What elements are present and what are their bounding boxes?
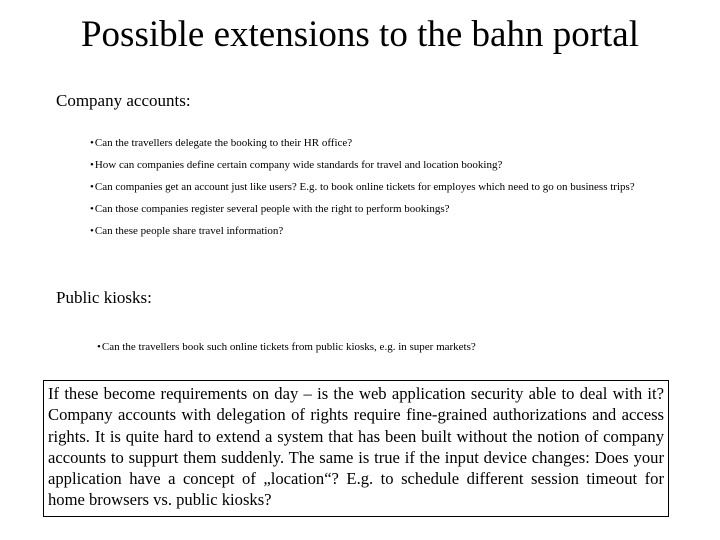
- list-item-text: Can those companies register several people with the right to perform bookings?: [94, 203, 450, 215]
- list-item-text: Can these people share travel information?: [94, 225, 284, 237]
- list-item: [90, 180, 650, 194]
- callout-box: [43, 380, 669, 517]
- list-item: [97, 340, 657, 354]
- slide-title: Possible extensions to the bahn portal: [80, 14, 640, 55]
- callout-text: If these become requirements on day – is the web application security able to deal with it? Company accounts with delegation of rights require fine-grained authorizations and access rights. It is quite hard to extend a system that has been built without the notion of company accounts to suppurt them suddenly. The same is true if the input device changes: Does your application have a concept of „location“? E.g. to schedule different session timeout for home browsers vs. public kiosks?: [48, 384, 664, 510]
- bullet-icon: •: [97, 341, 101, 353]
- list-item: [90, 202, 650, 216]
- bullet-icon: •: [90, 137, 94, 149]
- company-accounts-heading: Company accounts:: [56, 91, 191, 110]
- public-kiosks-heading: Public kiosks:: [56, 288, 152, 307]
- list-item: [90, 158, 650, 172]
- company-accounts-list: [90, 136, 650, 246]
- bullet-icon: •: [90, 225, 94, 237]
- list-item: [90, 136, 650, 150]
- list-item-text: Can the travellers book such online tickets from public kiosks, e.g. in super markets?: [101, 341, 476, 353]
- list-item-text: How can companies define certain company wide standards for travel and location booking?: [94, 159, 503, 171]
- public-kiosks-list: [97, 340, 657, 362]
- bullet-icon: •: [90, 159, 94, 171]
- list-item-text: Can companies get an account just like users? E.g. to book online tickets for employes which need to go on business trips?: [94, 181, 635, 193]
- list-item-text: Can the travellers delegate the booking to their HR office?: [94, 137, 353, 149]
- bullet-icon: •: [90, 203, 94, 215]
- bullet-icon: •: [90, 181, 94, 193]
- list-item: [90, 224, 650, 238]
